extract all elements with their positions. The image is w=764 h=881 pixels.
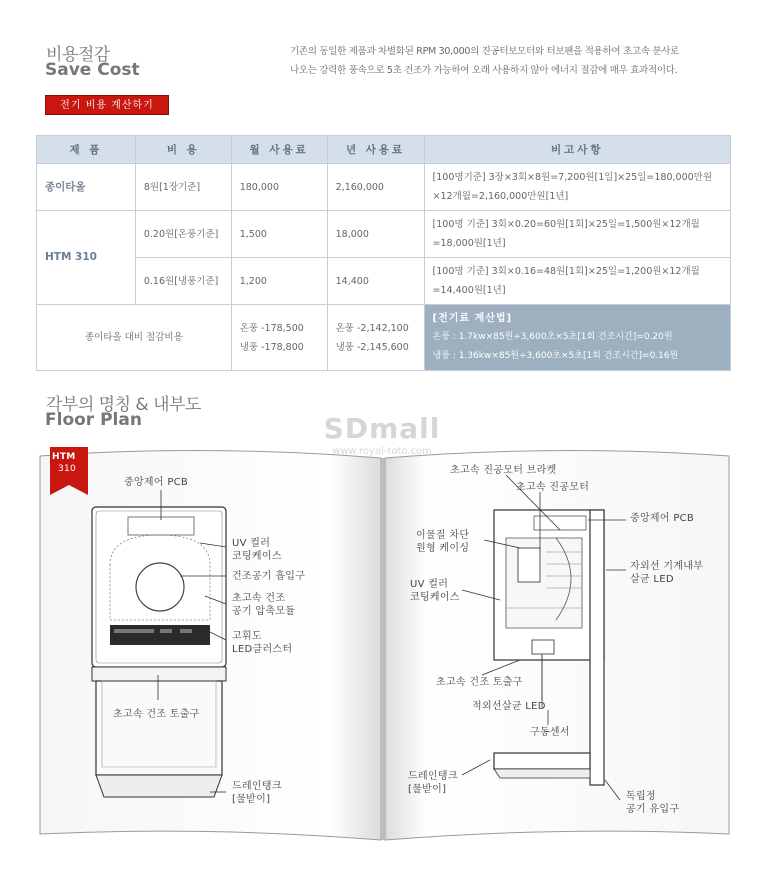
watermark-logo: SDmall (323, 412, 441, 445)
table-row (37, 258, 731, 305)
saving-line: 온풍 -178,500 (239, 322, 304, 334)
calc-method-line: 온풍 : 1.7kw×85원÷3,600초×5초[1회 건조시간]=0.20원 (432, 332, 673, 342)
note-cell (424, 164, 730, 211)
front-label-led (232, 630, 292, 656)
label-line: 공기 압축모듈 (232, 606, 296, 617)
product-name: HTM 310 (37, 211, 136, 305)
monthly-cell: 180,000 (231, 164, 327, 211)
header-note: 비고사항 (424, 136, 730, 164)
note-line: ×12개월=2,160,000만원[1년] (432, 191, 569, 202)
front-label-drain (232, 780, 282, 806)
cost-cell: 0.20원[온풍기준] (135, 211, 231, 258)
intro-line: 나오는 강력한 풍속으로 5초 건조가 가능하여 오래 사용하지 않아 에너지 절감에 매우 효과적이다. (290, 65, 678, 76)
yearly-cell: 18,000 (327, 211, 424, 258)
note-line: [100명기준] 3장×3회×8원=7,200원[1일]×25일=180,000만원 (432, 172, 713, 183)
side-label-ir-led: 적외선살균 LED (472, 701, 546, 712)
cost-comparison-table (36, 135, 731, 371)
table-header-row (37, 136, 731, 164)
saving-yearly (327, 305, 424, 371)
side-label-uv-sterile (630, 560, 703, 586)
header-monthly: 월 사용료 (231, 136, 327, 164)
note-line: =14,400원[1년] (432, 285, 506, 296)
calculate-electricity-button[interactable]: 전기 비용 계산하기 (45, 95, 169, 115)
front-view-diagram (90, 505, 230, 805)
side-label-drain (408, 770, 458, 796)
cost-cell: 8원[1장기준] (135, 164, 231, 211)
save-cost-intro (290, 42, 750, 80)
label-line: 코팅케이스 (232, 551, 282, 562)
watermark-url: www.royal-toto.com (332, 446, 432, 457)
header-yearly: 년 사용료 (327, 136, 424, 164)
save-cost-title-ko: 비용절감 (46, 45, 110, 65)
side-label-motor: 초고속 진공모터 (516, 482, 590, 493)
product-name: 종이타올 (37, 164, 136, 211)
yearly-cell: 2,160,000 (327, 164, 424, 211)
side-label-uv (410, 578, 460, 604)
label-line: 드레인탱크 (408, 771, 458, 782)
badge-text: HTM (52, 452, 76, 462)
note-cell (424, 258, 730, 305)
side-label-sensor: 구동센서 (530, 727, 570, 738)
front-label-intake: 건조공기 흡입구 (232, 571, 306, 582)
front-label-uv (232, 537, 282, 563)
label-line: [물받이] (232, 794, 271, 805)
header-product: 제 품 (37, 136, 136, 164)
label-line: UV 컬러 (232, 538, 271, 549)
label-line: UV 컬러 (410, 579, 449, 590)
front-label-outlet: 초고속 건조 토출구 (113, 709, 200, 720)
table-row (37, 305, 731, 371)
monthly-cell: 1,200 (231, 258, 327, 305)
label-line: 공기 유입구 (626, 804, 680, 815)
side-label-foreign (416, 529, 469, 555)
side-label-pcb: 중앙제어 PCB (630, 513, 695, 524)
label-line: 살균 LED (630, 574, 674, 585)
calc-method-line: 냉풍 : 1.36kw×85원÷3,600초×5초[1회 건조시간]=0.16원 (432, 351, 679, 361)
yearly-cell: 14,400 (327, 258, 424, 305)
label-line: 원형 케이싱 (416, 543, 470, 554)
badge-text: 310 (58, 464, 77, 474)
header-cost: 비 용 (135, 136, 231, 164)
label-line: LED클러스터 (232, 644, 293, 655)
label-line: 자외선 기계내부 (630, 561, 704, 572)
calc-method-title: [전기료 계산법] (432, 313, 513, 324)
label-line: 초고속 건조 (232, 593, 286, 604)
front-label-pcb: 중앙제어 PCB (124, 477, 189, 488)
label-line: 독립정 (626, 791, 656, 802)
label-line: 고휘도 (232, 631, 262, 642)
saving-monthly (231, 305, 327, 371)
saving-line: 냉풍 -2,145,600 (335, 341, 409, 353)
note-line: =18,000원[1년] (432, 238, 506, 249)
label-line: [물받이] (408, 784, 447, 795)
side-label-air-in (626, 790, 679, 816)
label-line: 이물질 차단 (416, 530, 470, 541)
side-view-diagram (486, 508, 616, 788)
saving-label: 종이타올 대비 절감비용 (37, 305, 232, 371)
note-line: [100명 기준] 3회×0.20=60원[1회]×25일=1,500원×12개월 (432, 219, 700, 230)
cost-cell: 0.16원[냉풍기준] (135, 258, 231, 305)
saving-line: 냉풍 -178,800 (239, 341, 304, 353)
note-cell (424, 211, 730, 258)
front-label-module (232, 592, 295, 618)
side-label-outlet: 초고속 건조 토출구 (436, 677, 523, 688)
intro-line: 기존의 동일한 제품과 차별화된 RPM 30,000의 진공터보모터와 터보팬을 적용하여 초고속 분사로 (290, 46, 679, 57)
calc-method-cell (424, 305, 730, 371)
note-line: [100명 기준] 3회×0.16=48원[1회]×25일=1,200원×12개월 (432, 266, 700, 277)
table-row (37, 164, 731, 211)
table-row (37, 211, 731, 258)
save-cost-title-en: Save Cost (45, 60, 140, 80)
floor-plan-title-ko: 각부의 명칭 & 내부도 (46, 395, 201, 415)
side-label-bracket: 초고속 진공모터 브라켓 (450, 465, 557, 476)
saving-line: 온풍 -2,142,100 (335, 322, 409, 334)
monthly-cell: 1,500 (231, 211, 327, 258)
label-line: 드레인탱크 (232, 781, 282, 792)
label-line: 코팅케이스 (410, 592, 460, 603)
floor-plan-title-en: Floor Plan (45, 410, 142, 430)
